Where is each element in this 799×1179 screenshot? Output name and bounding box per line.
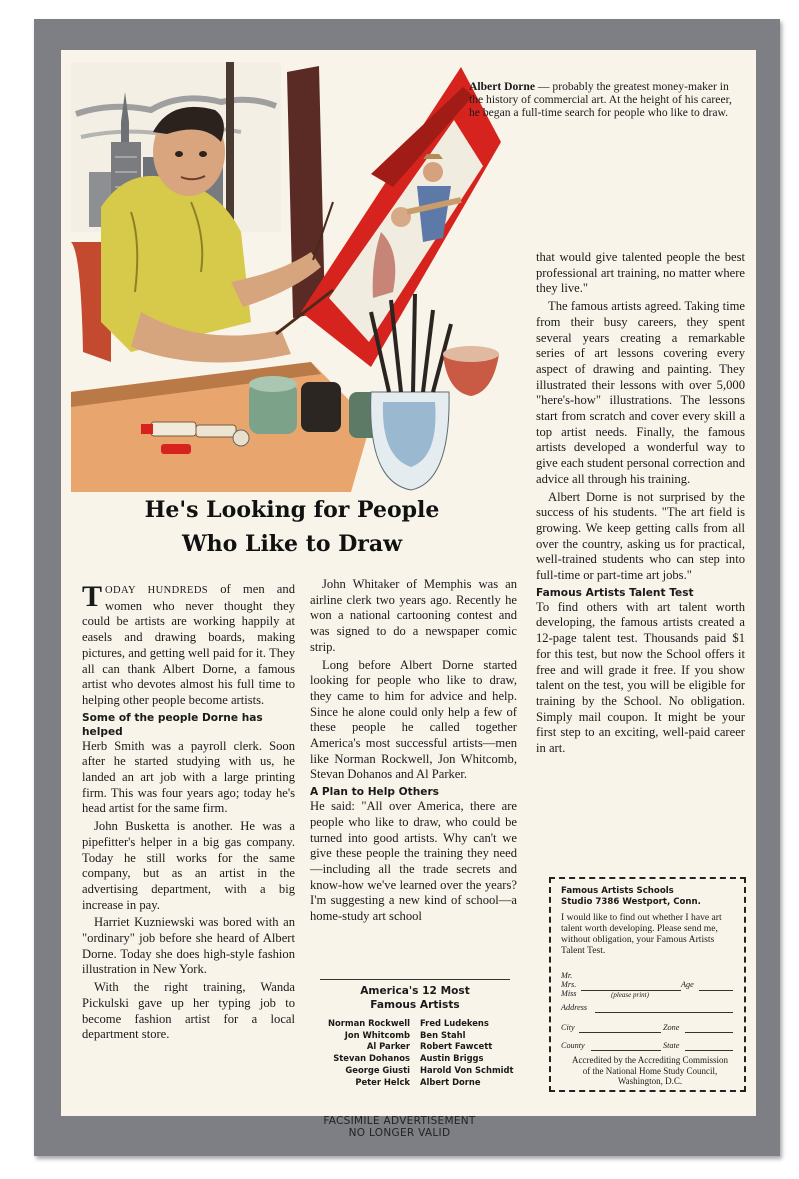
- artist-name: Stevan Dohanos: [333, 1053, 410, 1064]
- divider: [320, 979, 510, 980]
- address-field[interactable]: [595, 1012, 733, 1013]
- no-longer-valid-notice: NO LONGER VALID: [348, 1127, 451, 1139]
- artist-name: Peter Helck: [355, 1076, 410, 1087]
- label-mrs: Mrs.: [561, 980, 577, 989]
- advertisement-page: [61, 50, 756, 1116]
- drop-cap: T: [82, 580, 103, 613]
- label-age: Age: [681, 980, 694, 989]
- headline-line-2: Who Like to Draw: [181, 531, 403, 557]
- artist-name: Jon Whitcomb: [344, 1029, 410, 1040]
- label-county: County: [561, 1041, 585, 1050]
- paragraph-famous-agreed: The famous artists agreed. Taking time from their busy careers, they spent several years creating a remarkable series of art lessons covering every aspect of drawing and painting. They illustrated their lessons with over 5,000 "here's-how" illustrations. The lessons start from scratch and cover every skill a top artist needs. Finally, the famous artists developed a wonderful way to give each student personal correction and advice all through his training.: [536, 299, 745, 486]
- paragraph-wanda: With the right training, Wanda Pickulski gave up her typing job to become fashion artist for a local department store.: [82, 980, 295, 1042]
- artist-name: Fred Ludekens: [420, 1018, 489, 1028]
- artist-name: Norman Rockwell: [327, 1018, 410, 1028]
- artist-name: Robert Fawcett: [420, 1041, 493, 1052]
- paragraph-talent-test: To find others with art talent worth developing, the famous artists created a 12-page talent test. Thousands paid $1 for this test, but now the School offers it free and will grade it free. If you show talent on the test, you will be eligible for training by the School. No obligation. Simply mail coupon. It might be your first step to an exciting, well-paid career in art.: [536, 599, 745, 756]
- headline: [91, 493, 493, 561]
- age-field[interactable]: [699, 990, 733, 991]
- headline-line-1: He's Looking for People: [144, 497, 440, 523]
- coupon-body: I would like to find out whether I have art talent worth developing. Please send me, without obligation, your Famous Artists Talent Test.: [561, 912, 722, 956]
- artist-name: George Giusti: [345, 1064, 410, 1075]
- intro-paragraph: [82, 582, 295, 709]
- paragraph-long-before: Long before Albert Dorne started looking for people who like to draw, they came to him for advice and help. Since he alone could only help a few of these people he called together America's most successful artists—men like Norman Rockwell, Jon Whitcomb, Stevan Dohanos and Al Parker.: [310, 657, 517, 782]
- column-2: [310, 577, 517, 927]
- county-field[interactable]: [591, 1050, 661, 1051]
- paragraph-not-surprised: Albert Dorne is not surprised by the success of his students. "The art field is growing. We keep getting calls from all over the country, asking us for practical, well-trained students who can step into full-time or part-time art jobs.": [536, 489, 745, 583]
- paragraph-john-whitaker: John Whitaker of Memphis was an airline clerk two years ago. Recently he won a national cartooning contest and was signed to do a newspaper comic strip.: [310, 577, 517, 654]
- artist-names: [310, 1018, 520, 1088]
- mail-coupon[interactable]: [549, 877, 746, 1092]
- intro-text: of men and women who never thought they could be artists are working happily at easels and drawing boards, making pictures, and getting well paid for it. They all can thank Albert Dorne, a famous artist who devotes almost his full time to helping other people become artists.: [82, 582, 295, 707]
- column-3: [536, 250, 745, 759]
- label-please-print: (please print): [611, 991, 649, 999]
- subheading-plan: A Plan to Help Others: [310, 786, 439, 799]
- artist-name: Albert Dorne: [420, 1076, 481, 1087]
- subheading-helped: Some of the people Dorne has helped: [82, 711, 263, 738]
- paragraph-herb-smith: Herb Smith was a payroll clerk. Soon after he started studying with us, he landed an art job with a large printing firm. This was four years ago; today he's head artist for the same firm.: [82, 738, 295, 816]
- artist-name: Harold Von Schmidt: [420, 1064, 514, 1075]
- intro-smallcaps: ODAY HUNDREDS: [105, 585, 209, 596]
- label-zone: Zone: [663, 1023, 680, 1032]
- famous-artists-list: [310, 979, 520, 1088]
- famous-artists-title-2: Famous Artists: [370, 999, 460, 1011]
- paragraph-he-said: He said: "All over America, there are people who like to draw, who could be turned into good artists. Why can't we give these people the training they need—including all the trade secrets and know-how we've learned over the years? I'm suggesting a new kind of school—a home-study art school: [310, 799, 517, 924]
- artist-name: Austin Briggs: [420, 1053, 484, 1064]
- caption-name: Albert Dorne: [469, 80, 536, 93]
- caption-text: — probably the greatest money-maker in the history of commercial art. At the height of his career, he began a full-time search for people who like to draw.: [469, 80, 732, 119]
- accreditation-note: Accredited by the Accrediting Commission of the National Home Study Council, Washington, D.C.: [572, 1055, 728, 1086]
- coupon-header-1: Famous Artists Schools: [561, 886, 674, 896]
- state-field[interactable]: [685, 1050, 733, 1051]
- label-city: City: [561, 1023, 575, 1032]
- zone-field[interactable]: [685, 1032, 733, 1033]
- famous-artists-title-1: America's 12 Most: [360, 985, 470, 997]
- label-address: Address: [561, 1003, 588, 1012]
- paragraph-that-would: that would give talented people the best professional art training, no matter where they live.": [536, 250, 745, 296]
- illustration-caption: [469, 80, 744, 119]
- column-1: [82, 582, 295, 1045]
- albert-dorne-illustration: [71, 62, 511, 492]
- label-miss: Miss: [561, 989, 577, 998]
- label-state: State: [663, 1041, 680, 1050]
- artist-name: Al Parker: [366, 1041, 410, 1052]
- subheading-talent-test: Famous Artists Talent Test: [536, 586, 694, 599]
- paragraph-john-busketta: John Busketta is another. He was a pipefitter's helper in a big gas company. Today he still works for the same company, but as an artist in the advertising department, with a big increase in pay.: [82, 819, 295, 912]
- label-mr: Mr.: [561, 971, 573, 980]
- city-field[interactable]: [579, 1032, 661, 1033]
- facsimile-notice: FACSIMILE ADVERTISEMENT: [323, 1115, 476, 1127]
- coupon-header-2: Studio 7386 Westport, Conn.: [561, 897, 701, 907]
- artist-name: Ben Stahl: [420, 1029, 466, 1040]
- paragraph-harriet: Harriet Kuzniewski was bored with an "ordinary" job before she heard of Albert Dorne. Today she does high-style fashion illustration in New York.: [82, 915, 295, 977]
